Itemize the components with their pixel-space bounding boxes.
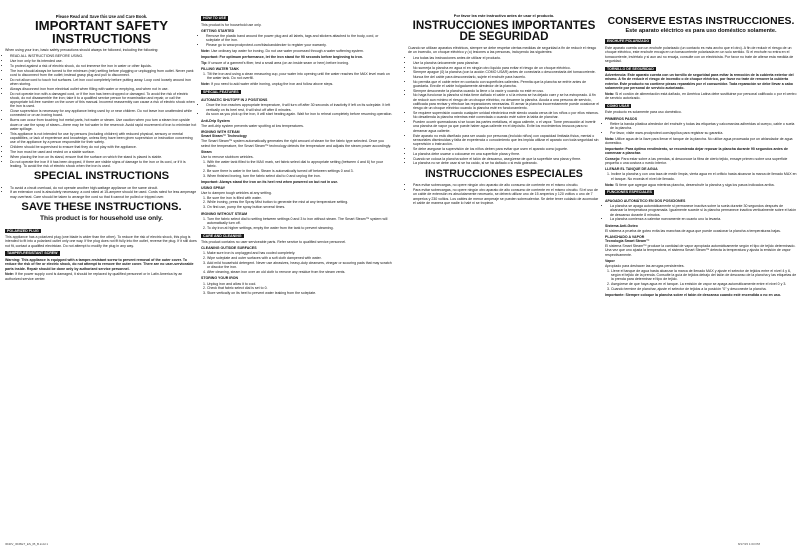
filling-tank-heading: FILLING WATER TANK xyxy=(201,66,239,71)
english-safety-column xyxy=(5,14,198,283)
cord-note-label: Note: xyxy=(5,272,15,277)
note-label: Note: xyxy=(201,48,211,53)
nota-label: Nota: xyxy=(605,136,615,141)
seguridad-item: • No sumerja la plancha en agua ni en ningún otro líquido para evitar el riesgo de un choque eléctrico. xyxy=(413,66,600,70)
cleaning-step: 4. After cleaning, steam iron over an old cloth to remove any residue from the steam vents. xyxy=(207,270,393,274)
seguridad-item: • Se debe asegurar la supervisión de los niños deben para evitar que usen el aparato como juguete. xyxy=(413,147,600,151)
seguridad-item: • Use la plancha únicamente para planchar. xyxy=(413,61,600,65)
agua-llave-nota xyxy=(605,137,797,146)
safety-item: • Always disconnect iron from electrical outlet when filling with water or emptying, and when not in use. xyxy=(10,87,198,91)
special-item: • To avoid a circuit overload, do not operate another high-wattage appliance on the same circuit. xyxy=(10,186,198,190)
special-list xyxy=(5,186,198,199)
conserve-title: CONSERVE ESTAS INSTRUCCIONES. xyxy=(607,16,795,27)
enchufe-polarizado-text: Este aparato cuenta con un enchufe polarizado (un contacto es más ancho que el otro). A fin de reducir el riesgo de un choque eléctrico, este enchufe encaja en un tomacorriente polarizada en un solo sentido. Si el enchufe no entra en el tomacorriente, inviértalo y si aun así no encaja, consulte con un electricista. Por favor no trate de alterar esta medida de seguridad. xyxy=(605,46,794,63)
using-spray-heading: USING SPRAY xyxy=(201,185,226,190)
storing-heading: STORING YOUR IRON xyxy=(201,276,239,281)
seguridad-item: • Siempre desconecte la plancha cuando la llene o la vacíe y cuando no esté en uso. xyxy=(413,89,600,93)
vapor-intro: Apropiado para deshacer las arrugas persistentes. xyxy=(605,264,685,268)
vapor-steps xyxy=(605,269,797,291)
care-cleaning-heading: CARE AND CLEANING xyxy=(203,233,242,238)
apagado-item: • La plancha se apaga automáticamente si permanece inactiva sobre la suela durante 30 segundos después de alcanzar la temperatura programada. Igualmente sucede si la plancha permanece inactiva verticalmente sobre el talón de descanso durante 8 minutos. xyxy=(610,204,797,217)
important-safety-title: IMPORTANT SAFETY INSTRUCTIONS xyxy=(34,18,169,46)
rendimiento-importante: Importante: Para óptimo rendimiento, se recomienda dejar reposar la plancha durante 90 segundos antes de comenzar a planchar. xyxy=(605,146,788,156)
filling-note xyxy=(201,82,393,86)
safety-list xyxy=(5,54,198,168)
seguridad-item: • La plancha no se debe usar si se ha caído, si se ha dañado o si está goteando. xyxy=(413,161,600,165)
filling-steps xyxy=(201,72,393,81)
without-steam-steps xyxy=(201,217,393,230)
especiales-item: • Para evitar sobrecargas, no opere ningún otro aparato de alto consumo de corriente en el mismo circuito. xyxy=(413,183,600,187)
vapor-step: 2. Asegúrese de que haya agua en el tanque. La emisión de vapor se apaga automáticamente entre el nivel 0 y 3. xyxy=(611,282,797,286)
vapor-step: 3. Cuando termine de planchar, ajuste el selector de tejidos a la posición "0" y desconecte la plancha. xyxy=(611,287,797,291)
note-text: Use ordinary tap water for ironing. Do not use water processed through a water softening system. xyxy=(210,48,364,53)
steam-heading: Steam xyxy=(201,149,212,154)
llenar-steps xyxy=(605,172,797,181)
safety-item: • Use iron only for its intended use. xyxy=(10,59,198,63)
safety-item: • READ ALL INSTRUCTIONS BEFORE USING. xyxy=(10,54,198,58)
heel-rest-important: Important: Always stand the iron on its heel rest when powered on but not in use. xyxy=(201,179,339,184)
auto-shutoff-heading: AUTOMATIC SHUTOFF IN 2 POSITIONS xyxy=(201,98,268,103)
spanish-safety-column xyxy=(408,14,600,207)
cordon-nota-label: Nota: xyxy=(605,91,615,96)
safety-item: • To protect against a risk of electric shock, do not immerse the iron in water or other liquids. xyxy=(10,64,198,68)
storing-step: 2. Check that fabric select dial is set to 0. xyxy=(207,286,393,290)
filling-step: 1. Tilt the iron and using a clean measuring cup, pour water into opening until the water reaches the MAX level mark on the water tank. Do not overfill. xyxy=(207,72,393,81)
llenar-nota-label: Nota: xyxy=(605,182,615,187)
safety-item: • The iron should always be turned to the minimum (min) setting before plugging or unplugging from outlet. Never yank cord to disconnect from the outlet; instead grasp plug and pull to disconnect. xyxy=(10,69,198,78)
special-instructions-title: SPECIAL INSTRUCTIONS xyxy=(33,170,170,182)
smart-steam-text-es: El sistema Smart Steam™ produce la cantidad de vapor apropiada automáticamente según el tipo de tejido determinado. Una vez que uno ajusta la temperatura, el sistema Smart Steam™ detecta la temperatura y ajusta la emisión de vapor respectivamente. xyxy=(605,244,796,257)
special-features-heading: SPECIAL FEATURES xyxy=(203,89,239,94)
uso-domestico-subtitle: Este aparato eléctrico es para uso doméstico solamente. xyxy=(625,28,777,34)
cleaning-outside-heading: CLEANING OUTSIDE SURFACES xyxy=(201,246,257,251)
tip-text: If unsure of a garment's fiber, test a small area (on an inside seam or hem) before ironing. xyxy=(207,60,350,65)
llenar-nota-text: Si tiene que agregar agua mientras plancha, desenchufe la plancha y siga los pasos indicados arriba. xyxy=(614,182,775,187)
getting-started-list xyxy=(201,34,393,47)
primeros-pasos-item: • Retire la banda plástica alrededor del enchufe y todas las etiquetas y calcomanías adheridas al cuerpo, cable o suela de la plancha. xyxy=(610,122,797,131)
steam-intro: Use to remove stubborn wrinkles. xyxy=(201,154,254,159)
vapor-step: 1. Llene el tanque de agua hasta alcanzar la marca de llenado MAX y ajuste el selector de tejidos entre el nivel 4 y 6, según el tejido de la prenda. Consulte la guía de tejidos debajo del talón de descanso de la plancha y las etiquetas de la prenda para determinar el tipo de tejido. xyxy=(611,269,797,282)
safety-item: • Burns can occur from touching hot metal parts, hot water or steam. Use caution when you turn a steam iron upside down or use the spray of steam—there may be hot water in the reservoir. Avoid rapid movement of iron to minimize hot water spillage. xyxy=(10,118,198,131)
primeros-pasos-heading: PRIMEROS PASOS xyxy=(605,116,638,121)
seguridad-item: • No haga funcionar la plancha si ésta tiene dañado el cable o si la misma se ha dejado caer y se ha estropeado. A fin de reducir aun mínimo el riesgo de un choque eléctrico, no desarme la plancha. Acuda a una persona de servicio, calificada para revisar y efectuar las reparaciones necesarias. El armar la plancha incorrectamente puede ocasionar el riesgo de un choque eléctrico cuando la plancha esté en funcionamiento. xyxy=(413,93,600,110)
filling-note-text: If you need to add water while ironing, unplug the iron and follow above steps. xyxy=(210,81,334,86)
steam-steps xyxy=(201,160,393,178)
vapor-heading: Vapor xyxy=(605,258,615,263)
cord-note xyxy=(5,272,198,281)
smart-steam-text: The Smart Steam™ system automatically generates the right amount of steam for the fabric type selected. Once you select the temperature, the Smart Steam™ technology detects the temperature and adjusts the steam power accordingly. xyxy=(201,139,391,148)
safety-item: • The iron must be used and rested on a stable surface. xyxy=(10,150,198,154)
file-footer: IR40V_IR45ET_ES_IB_B.indd 1 xyxy=(5,542,49,546)
anti-goteo-heading: Sistema Anti-Goteo xyxy=(605,223,638,228)
seguridad-item: • Pueden ocurrir quemaduras si se tocan las partes metálicas, el agua caliente, o el vapor. Tome precaución al invertir una plancha de vapor ya que puede haber agua caliente en el depósito. Evite los movimientos bruscos para no derramar agua caliente. xyxy=(413,120,600,133)
safety-item: • Children should be supervised to ensure that they do not play with the appliance. xyxy=(10,145,198,149)
date-footer: 8/17/15 1:03 PM xyxy=(738,542,761,546)
tornillo-seguridad-heading: TORNILLO DE SEGURIDAD xyxy=(607,66,654,71)
special-item: • If an extension cord is absolutely necessary, a cord rated at 15-ampere should be used. Cords rated for less amperage may overheat. Care should be taken to arrange the cord so that it cannot be pulled or tripped over. xyxy=(10,190,198,199)
save-instructions-title: SAVE THESE INSTRUCTIONS. xyxy=(21,200,182,213)
seguridad-item: • Siempre apague (0) la plancha (con la acción COMO USAR) antes de conectarla o desconectarla del tomacorriente. Nunca tire del cable para desconectarlo, sujete el enchufe para hacerlo. xyxy=(413,70,600,79)
como-usar-heading: COMO USAR xyxy=(607,103,630,108)
uso-domestico-text: Este producto es solamente para uso doméstico. xyxy=(605,110,682,115)
safety-item: • When placing the iron on its stand, ensure that the surface on which the stand is placed is stable. xyxy=(10,155,198,159)
read-save-note: Please Read and Save this Use and Care Book. xyxy=(55,14,148,19)
steam-step: 2. Be sure there is water in the tank. Steam is automatically turned off between settings 0 and 3. xyxy=(207,169,393,173)
talon-descanso-importante: Importante: Siempre coloque la plancha sobre el talón de descanso cuando esté encendida o no en uso. xyxy=(605,292,782,297)
cordon-nota xyxy=(605,92,797,101)
instrucciones-seguridad-title: INSTRUCCIONES IMPORTANTES DE SEGURIDAD xyxy=(412,19,596,44)
polarized-plug-heading: POLARIZED PLUG xyxy=(7,228,39,233)
read-before-note: Por favor lea este instructivo antes de usar el producto. xyxy=(453,14,555,18)
consejo-label: Consejo: xyxy=(605,156,621,161)
primeros-pasos-item: • Por favor, visite www.prodprotect.com/applica para registrar su garantía. xyxy=(610,131,797,135)
cleaning-step: 3. Add mild household detergent. Never use abrasives, heavy-duty cleansers, vinegar or scouring pads that may scratch or discolor the iron. xyxy=(207,261,393,270)
english-howto-column xyxy=(201,14,393,297)
how-to-use-heading: HOW TO USE xyxy=(203,16,227,20)
planchado-vapor-heading: PLANCHADO A VAPOR xyxy=(605,234,645,239)
cleaning-step: 2. Wipe soleplate and outer surfaces with a soft cloth dampened with water. xyxy=(207,256,393,260)
safety-item: • Do not allow cord to touch hot surfaces. Let iron cool completely before putting away. Loop cord loosely around iron when storing. xyxy=(10,78,198,87)
anti-drip-text: The anti-drip system prevents water spotting at low temperatures. xyxy=(201,123,304,128)
without-steam-heading: IRONING WITHOUT STEAM xyxy=(201,211,248,216)
spanish-howto-column xyxy=(605,14,797,299)
storing-step: 1. Unplug iron and allow it to cool. xyxy=(207,282,393,286)
auto-shutoff-list xyxy=(201,103,393,116)
storing-steps xyxy=(201,282,393,296)
enchufe-polarizado-heading: ENCHUFE POLARIZADO xyxy=(607,39,650,44)
apagado-item: • La plancha comienza a calentar nuevamente en cuanto uno la levanta. xyxy=(610,217,797,221)
cordon-nota-text: Si el cordón de alimentación está dañado, en América Latina debe sustituirse por personal calificado o por el centro de servicio autorizado. xyxy=(605,91,797,101)
consejo-tejido xyxy=(605,157,797,166)
safety-item: • Do not operate the iron if it has been dropped, if there are visible signs of damage to the iron or its cord, or if it is leaking. To avoid the risk of electric shock when the iron is used. xyxy=(10,160,198,169)
optimum-performance-note: Important: For optimum performance, let the iron stand for 90 seconds before beginning to iron. xyxy=(201,54,363,59)
seguridad-item: • Cuando se coloca la plancha sobre el talón de descanso, asegúrese de que la superficie sea plana y firme. xyxy=(413,157,600,161)
tornillo-advertencia: Advertencia: Este aparato cuenta con un tornillo de seguridad para evitar la remoción de la cubierta exterior del mismo. A fin de reducir el riesgo de incendio o de choque eléctrico, por favor no trate de remover la cubierta exterior. Este producto no contiene piezas reparables por el consumidor. Toda reparación se debe llevar a cabo solamente por personal de servicio autorizado. xyxy=(605,73,794,90)
household-text: This product is for household use only. xyxy=(201,22,262,27)
seguridad-item: • La plancha debe usarse o colocarse en una superficie plana y firme. xyxy=(413,152,600,156)
llenar-step: 1. Incline la plancha y con una taza de medir limpia, vierta agua en el orificio hasta alcanzar la marca de llenado MAX en el tanque. No exceda el nivel de llenado. xyxy=(611,172,797,181)
polarized-plug-text: This appliance has a polarized plug (one blade is wider than the other). To reduce the risk of electric shock, this plug is intended to fit into a polarized outlet only one way. If the plug does not fit fully into the outlet, reverse the plug. If it still does not fit, contact a qualified electrician. Do not attempt to modify the plug in any way. xyxy=(5,235,197,248)
safety-item: • This appliance is not intended for use by persons (including children) with reduced physical, sensory or mental capabilities, or lack of experience and knowledge, unless they have been given supervision or instruction concerning use of the appliance by a person responsible for their safety. xyxy=(10,132,198,145)
tap-water-note xyxy=(201,49,393,53)
safety-item: • Do not operate iron with a damaged cord, or if the iron has been dropped or damaged. To avoid the risk of electric shock, do not disassemble the iron; take it to a qualified service person for examination and repair, or call the appropriate toll-free number on the cover of this manual. Incorrect reassembly can cause a risk of electric shock when the iron is used. xyxy=(10,92,198,109)
safety-item: • Close supervision is necessary for any appliance being used by or near children. Do not leave iron unattended while connected or on an ironing board. xyxy=(10,109,198,118)
seguridad-item: • Este aparato no está diseñado para ser usado por personas (incluido niños) con capacidad limitada física, mental o sensoriales disminuidas y falta de experiencia o conocimiento que les impida utilizar el aparato con toda seguridad sin supervisión o instrucción. xyxy=(413,134,600,147)
anti-drip-heading: Anti-Drip System xyxy=(201,118,230,123)
getting-started-heading: GETTING STARTED xyxy=(201,28,235,33)
especiales-list xyxy=(408,183,600,205)
without-steam-step: 2. To dry iron at higher settings, empty the water from the tank to prevent steaming. xyxy=(207,226,393,230)
fiber-tip xyxy=(201,61,393,65)
smart-steam-subheading: Smart Steam™ Technology xyxy=(201,134,247,139)
without-steam-step: 1. Turn the fabric select dial to setting between settings 0 and 3 to iron without steam. The Smart Steam™ system will automatically turn off. xyxy=(207,217,393,226)
anti-goteo-text: El sistema a prueba de goteo evita las manchas de agua que puede ocasionar la plancha a temperaturas bajas. xyxy=(605,228,781,233)
cleaning-step: 1. Make sure iron is unplugged and has cooled completely. xyxy=(207,251,393,255)
llenar-nota xyxy=(605,183,797,187)
spray-step: 1. Be sure the iron is filled with water. xyxy=(207,196,393,200)
spray-intro: Use to dampen tough wrinkles at any setting. xyxy=(201,190,272,195)
llenar-tanque-heading: LLENAR EL TANQUE DE AGUA xyxy=(605,167,658,172)
spray-steps xyxy=(201,196,393,210)
ironing-steam-heading: IRONING WITH STEAM xyxy=(201,130,240,135)
tamper-screw-heading: TAMPER-RESISTANT SCREW xyxy=(7,251,58,256)
nota-text: Utilice agua de la llave para llenar el tanque de la plancha. No utilice agua procesada por un ablandador de agua domestico. xyxy=(605,136,793,145)
cleaning-steps xyxy=(201,251,393,274)
seguridad-list xyxy=(408,56,600,166)
primeros-pasos-list xyxy=(605,122,797,135)
tip-label: Tip: xyxy=(201,60,208,65)
spray-step: 2. While ironing, press the Spray Mist button to generate the mist at any temperature setting. xyxy=(207,200,393,204)
auto-shutoff-item: • As soon as you pick up the iron, it will start heating again. Wait for iron to reheat completely before resuming operation. xyxy=(206,112,393,116)
especiales-item: • Para evitar sobrecargas, no opere ningún otro aparato de alto consumo de corriente en el mismo circuito. Si el uso de un cable de extensión es absolutamente necesario, se deberá utilizar uno de 15 amperios y 120 voltios o uno de 7 amperios y 230 voltios. Los cables de menor amperaje se pueden sobrecalentar. Se debe tener cuidado de acomodar el cable de manera que nadie lo halé ni se tropiece. xyxy=(413,188,600,205)
consejo-text: Para estar sobre a las prendas, si desconoce la fibra de cierto tejido, ensaye primero sobre una superficie pequeña o una costura o ruedo interior. xyxy=(605,156,788,166)
cord-note-text: If the power supply cord is damaged, it should be replaced by qualified personnel or in Latin America by an authorized service center. xyxy=(5,272,183,281)
smart-steam-sub-es: Tecnología Smart Steam™ xyxy=(605,239,650,244)
funciones-especiales-heading: FUNCIONES ESPECIALES xyxy=(607,190,652,195)
steam-step: 1. With the water tank filled to the MAX mark, set fabric select dial to appropriate setting (between 4 and 6) for your fabric. xyxy=(207,160,393,169)
auto-shutoff-item: • Once the iron reaches appropriate temperature, it will turn off after 30 seconds of inactivity if left on its soleplate. It left vertically on its heel rest, it will shut off after 8 minutes. xyxy=(206,103,393,112)
apagado-automatico-heading: APAGADO AUTOMÁTICO EN DOS POSICIONES xyxy=(605,198,686,203)
filling-note-label: Note: xyxy=(201,81,211,86)
instrucciones-especiales-title: INSTRUCCIONES ESPECIALES xyxy=(425,167,583,180)
seguridad-item: • Lea todas las instrucciones antes de utilizar el producto. xyxy=(413,56,600,60)
tamper-screw-warning: Warning: This appliance is equipped with a tamper-resistant screw to prevent removal of the outer cover. To reduce the risk of fire or electric shock, do not attempt to remove the outer cover. There are no user-serviceable parts inside. Repair should be done only by authorized service personnel. xyxy=(5,258,194,271)
apagado-list xyxy=(605,204,797,222)
getting-started-item: • Remove the plastic band around the power plug and all labels, tags and stickers attached to the body, cord, or soleplate of the iron. xyxy=(206,34,393,43)
safety-intro: When using your iron, basic safety precautions should always be followed, including the following: xyxy=(5,48,159,53)
steam-step: 3. When finished ironing, turn the fabric select dial to 0 and unplug the iron. xyxy=(207,174,393,178)
seguridad-item: • Se requiere supervisión cuando cualquier unidad electrónica esté siendo usada cerca de los niños o por ellos mismos. No desatienda la plancha mientras esté conectada o cuando esté sobre la tabla de planchar. xyxy=(413,111,600,120)
care-text: This product contains no user serviceable parts. Refer service to qualified service personnel. xyxy=(201,240,347,245)
household-use-subtitle: This product is for household use only. xyxy=(40,214,163,222)
seguridad-intro: Cuando se utilizan aparatos eléctricos, siempre se debe respetar ciertas medidas de seguridad a fin de reducir el riesgo de un incendio, un choque eléctrico y (o) lesiones a las personas, incluyendo las siguientes: xyxy=(408,45,597,55)
spray-step: 3. On first use, pump the spray button several times. xyxy=(207,205,393,209)
getting-started-item: • Please go to www.prodprotect.com/blackanddecker to register your warranty. xyxy=(206,43,393,47)
storing-step: 3. Store vertically on its heel to prevent water leaking from the soleplate. xyxy=(207,291,393,295)
seguridad-item: • No permita que el cable entre en contacto con superficies calientes. Permita que la plancha se enfríe antes de guardarla. Enrolle el cable holgadamente alrededor de la plancha. xyxy=(413,80,600,89)
